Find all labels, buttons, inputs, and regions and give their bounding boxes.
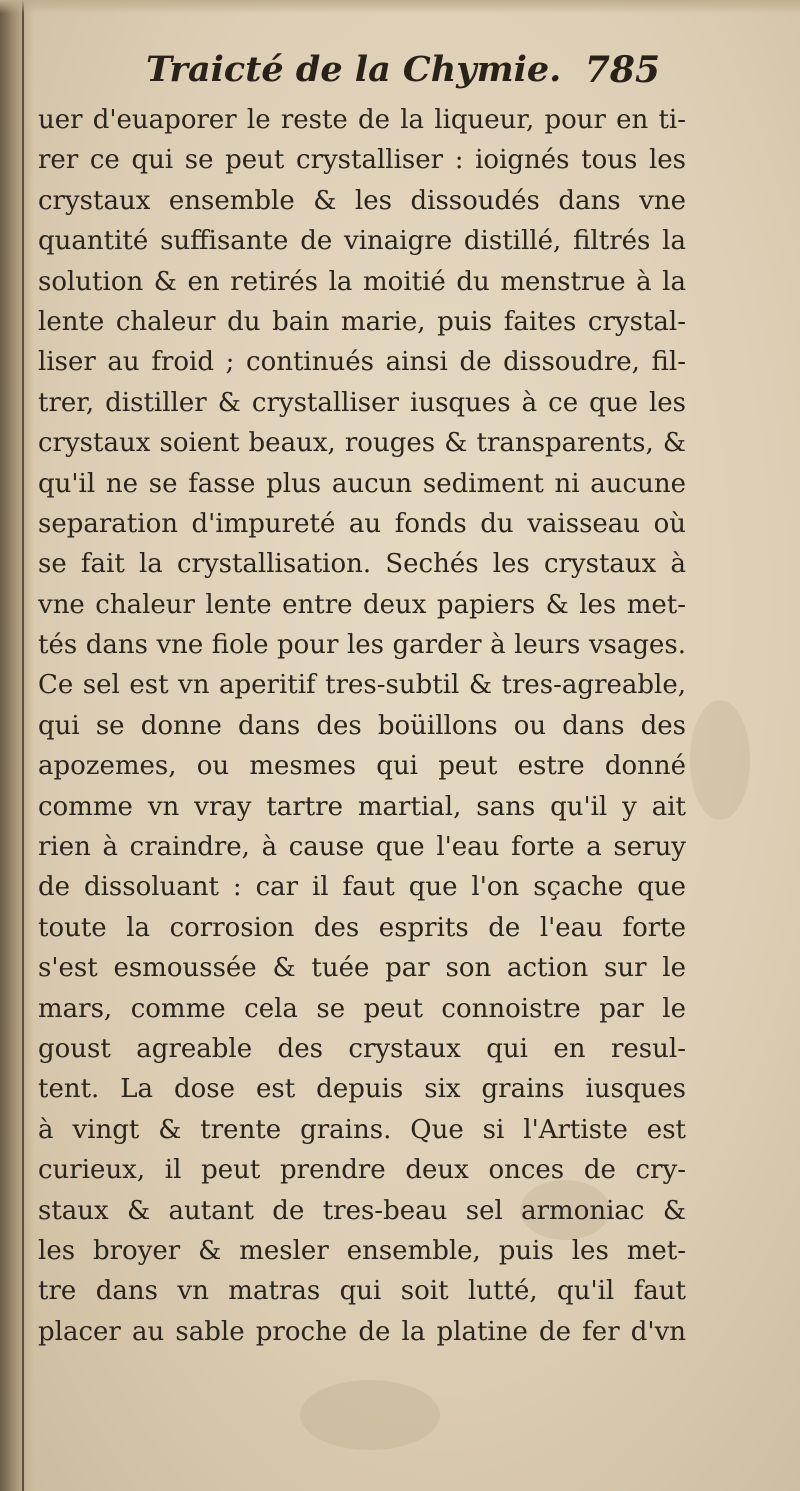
- paper-stain: [300, 1380, 440, 1450]
- text-line: comme vn vray tartre martial, sans qu'il y ait: [38, 791, 686, 822]
- binding-edge: [22, 0, 24, 1491]
- text-line: goust agreable des crystaux qui en resul-: [38, 1033, 686, 1064]
- paper-stain: [690, 700, 750, 820]
- text-line: lente chaleur du bain marie, puis faites crystal-: [38, 306, 686, 337]
- text-line: trer, distiller & crystalliser iusques à ce que les: [38, 387, 686, 418]
- text-line: tés dans vne fiole pour les garder à leurs vsages.: [38, 630, 686, 661]
- text-line: apozemes, ou mesmes qui peut estre donné: [38, 751, 686, 782]
- text-line: Ce sel est vn aperitif tres-subtil & tres-agreable,: [38, 670, 686, 701]
- text-line: tent. La dose est depuis six grains iusques: [38, 1074, 686, 1105]
- text-line: staux & autant de tres-beau sel armoniac &: [38, 1195, 686, 1226]
- text-line: quantité suffisante de vinaigre distillé, filtrés la: [38, 226, 686, 257]
- text-line: les broyer & mesler ensemble, puis les met-: [38, 1235, 686, 1266]
- page-header: [140, 44, 660, 96]
- page-top-edge: [0, 0, 800, 14]
- text-line: toute la corrosion des esprits de l'eau forte: [38, 912, 686, 943]
- text-line: s'est esmoussée & tuée par son action sur le: [38, 953, 686, 984]
- text-line: separation d'impureté au fonds du vaisseau où: [38, 508, 686, 539]
- page-gutter-shadow: [0, 0, 34, 1491]
- text-line: qu'il ne se fasse plus aucun sediment ni aucune: [38, 468, 686, 499]
- text-line: tre dans vn matras qui soit lutté, qu'il faut: [38, 1276, 686, 1307]
- text-line: placer au sable proche de la platine de fer d'vn: [38, 1316, 686, 1347]
- text-line: crystaux soient beaux, rouges & transparents, &: [38, 428, 686, 459]
- text-line: solution & en retirés la moitié du menstrue à la: [38, 266, 686, 297]
- page-number: 785: [584, 49, 660, 91]
- text-line: rer ce qui se peut crystalliser : ioignés tous les: [38, 145, 686, 176]
- text-line: liser au froid ; continués ainsi de dissoudre, fil-: [38, 347, 686, 378]
- text-line: de dissoluant : car il faut que l'on sçache que: [38, 872, 686, 903]
- text-line: se fait la crystallisation. Sechés les crystaux à: [38, 549, 686, 580]
- text-line: vne chaleur lente entre deux papiers & les met-: [38, 589, 686, 620]
- body-text: [38, 100, 686, 1352]
- text-line: à vingt & trente grains. Que si l'Artiste est: [38, 1114, 686, 1145]
- text-line: crystaux ensemble & les dissoudés dans vne: [38, 185, 686, 216]
- text-line: rien à craindre, à cause que l'eau forte a seruy: [38, 832, 686, 863]
- running-title: Traicté de la Chymie.: [146, 49, 562, 90]
- text-line: uer d'euaporer le reste de la liqueur, pour en ti-: [38, 105, 686, 135]
- text-line: qui se donne dans des boüillons ou dans des: [38, 710, 686, 741]
- text-line: curieux, il peut prendre deux onces de cry-: [38, 1155, 686, 1186]
- text-line: mars, comme cela se peut connoistre par le: [38, 993, 686, 1024]
